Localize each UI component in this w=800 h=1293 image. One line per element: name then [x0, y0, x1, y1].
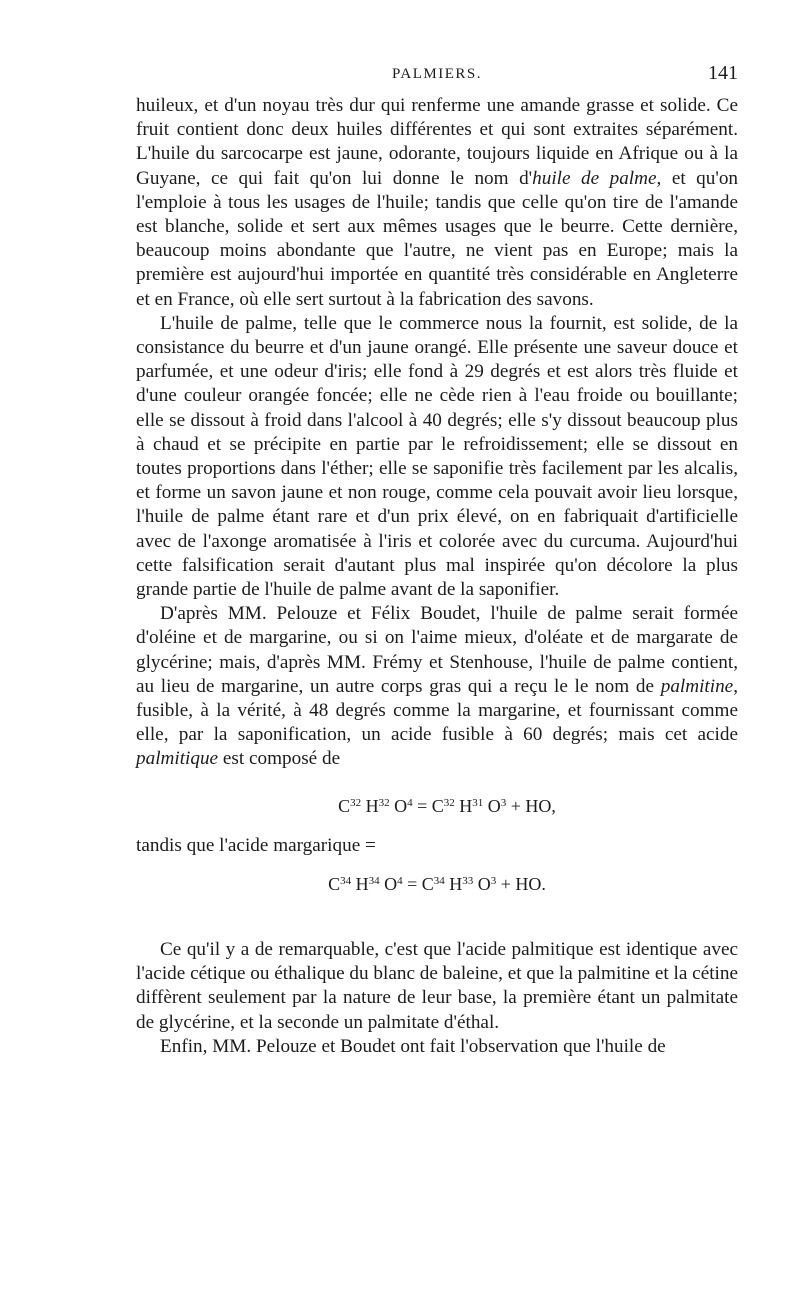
paragraph: D'après MM. Pelouze et Félix Boudet, l'huile de palme serait formée d'oléine et de margarine, ou si on l'aime mieux, d'oléate et de margarate de glycérine; mais, d'après MM. Frémy et Stenhouse, l'huile de palme contient, au lieu de margarine, un autre corps gras qui a reçu le le nom de palmitine, fusible, à la vérité, à 48 degrés comme la margarine, et fournissant comme elle, par la saponification, un acide fusible à 60 degrés; mais cet acide palmitique est composé de [136, 603, 738, 770]
paragraph: L'huile de palme, telle que le commerce nous la fournit, est solide, de la consistance du beurre et d'un jaune orangé. Elle présente une saveur douce et parfumée, et une odeur d'iris; elle fond à 29 degrés et est alors très fluide et d'une couleur orangée foncée; elle ne cède rien à l'eau froide ou bouillante; elle se dissout à froid dans l'alcool à 40 degrés; elle s'y dissout beaucoup plus à chaud et se précipite en partie par le refroidissement; elle se dissout en toutes proportions dans l'éther; elle se saponifie très facilement par les alcalis, et forme un savon jaune et non rouge, comme cela pouvait avoir lieu lorsque, l'huile de palme étant rare et d'un prix élevé, on en fabriquait d'artificielle avec de l'axonge aromatisée à l'iris et colorée avec du curcuma. Aujourd'hui cette falsification serait d'autant plus mal inspirée qu'on décolore la plus grande partie de l'huile de palme avant de la saponifier. [136, 312, 738, 601]
paragraph: Enfin, MM. Pelouze et Boudet ont fait l'observation que l'huile de [160, 1035, 666, 1057]
chemical-formula: $C^{32}$ $H^{32}$ $O^4 = C^{32}$ $H^{31}$ $O^3$ + HO, [338, 795, 556, 816]
running-title: PALMIERS. [391, 66, 483, 82]
italic-term: palmitine [660, 675, 734, 697]
italic-term: huile de palme [532, 167, 657, 189]
body-text [136, 94, 738, 1059]
formula-intro: tandis que l'acide margarique = [136, 834, 376, 856]
running-head [136, 62, 738, 86]
italic-term: palmitique [136, 748, 219, 770]
paragraph: Ce qu'il y a de remarquable, c'est que l'acide palmitique est identique avec l'acide cétique ou éthalique du blanc de baleine, et que la palmitine et la cétine diffèrent seulement par la nature de leur base, la première étant un palmitate de glycérine, et la seconde un palmitate d'éthal. [136, 938, 738, 1033]
chemical-formula: $C^{34}$ $H^{34}$ $O^4 = C^{34}$ $H^{33}$ $O^3$ + HO. [328, 873, 546, 894]
page-number: 141 [708, 62, 738, 84]
paragraph: huileux, et d'un noyau très dur qui renferme une amande grasse et solide. Ce fruit contient donc deux huiles différentes et qui sont extraites séparément. L'huile du sarcocarpe est jaune, odorante, toujours liquide en Afrique ou à la Guyane, ce qui fait qu'on lui donne le nom d'huile de palme, et qu'on l'emploie à tous les usages de l'huile; tandis que celle qu'on tire de l'amande est blanche, solide et sert aux mêmes usages que le beurre. Cette dernière, beaucoup moins abondante que l'autre, ne vient pas en Europe; mais la première est aujourd'hui importée en quantité très considérable en Angleterre et en France, où elle sert surtout à la fabrication des savons. [136, 95, 739, 310]
